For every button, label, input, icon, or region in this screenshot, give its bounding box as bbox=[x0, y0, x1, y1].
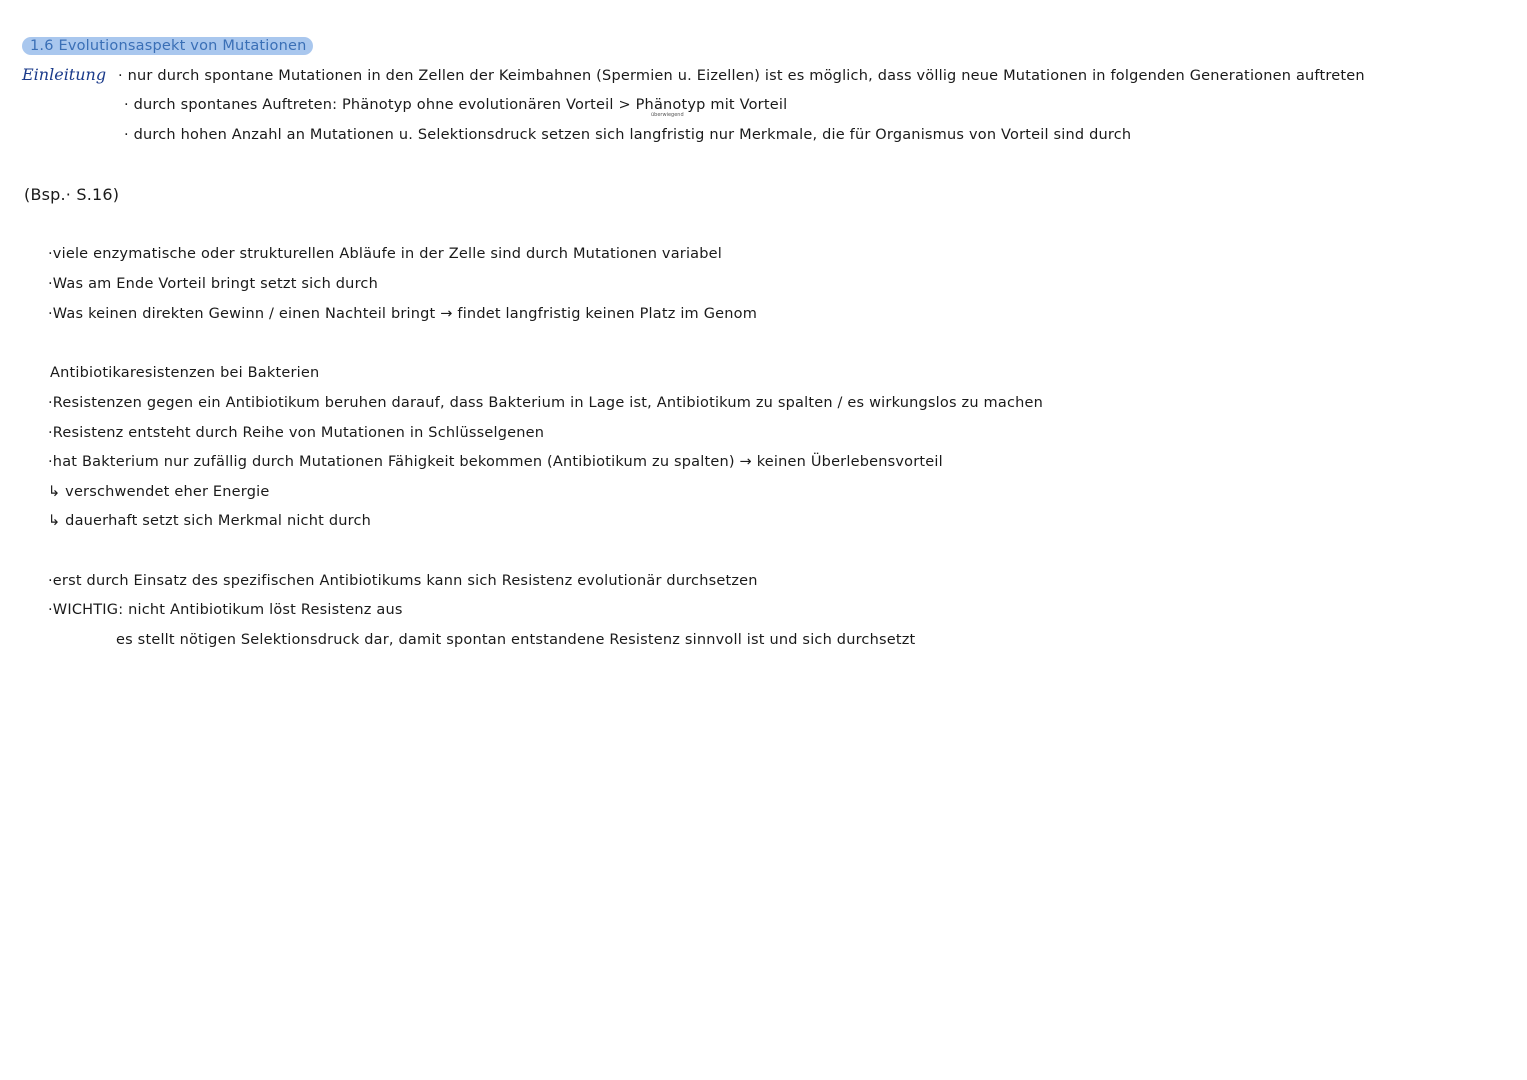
antibiotics-line-1: ·Resistenzen gegen ein Antibiotikum beruhen darauf, dass Bakterium in Lage ist, Antibiotikum zu spalten / es wirkungslos zu machen bbox=[48, 395, 1044, 411]
point-2: ·Was am Ende Vorteil bringt setzt sich durch bbox=[48, 276, 378, 292]
intro-line-2: · durch spontanes Auftreten: Phänotyp ohne evolutionären Vorteil > Phänotyp mit Vorteil bbox=[124, 97, 788, 113]
antibiotics-heading: Antibiotikaresistenzen bei Bakterien bbox=[50, 365, 320, 381]
antibiotics-line-2: ·Resistenz entsteht durch Reihe von Mutationen in Schlüsselgenen bbox=[48, 425, 545, 441]
conclusion-indented-line: es stellt nötigen Selektionsdruck dar, damit spontan entstandene Resistenz sinnvoll ist und sich durchsetzt bbox=[116, 632, 916, 648]
antibiotics-line-4: ↳ verschwendet eher Energie bbox=[48, 484, 270, 500]
intro-label: Einleitung bbox=[22, 65, 107, 84]
antibiotics-line-3: ·hat Bakterium nur zufällig durch Mutationen Fähigkeit bekommen (Antibiotikum zu spalten) → keinen Überlebensvorteil bbox=[48, 454, 943, 470]
point-1: ·viele enzymatische oder strukturellen Abläufe in der Zelle sind durch Mutationen variabel bbox=[48, 246, 723, 262]
intro-annotation: überwiegend bbox=[651, 112, 684, 118]
point-3: ·Was keinen direkten Gewinn / einen Nachteil bringt → findet langfristig keinen Platz im Genom bbox=[48, 306, 758, 322]
note-title: 1.6 Evolutionsaspekt von Mutationen bbox=[22, 37, 313, 55]
example-reference: (Bsp.· S.16) bbox=[24, 185, 120, 204]
conclusion-line-2: ·WICHTIG: nicht Antibiotikum löst Resistenz aus bbox=[48, 602, 403, 618]
intro-line-1: · nur durch spontane Mutationen in den Zellen der Keimbahnen (Spermien u. Eizellen) ist es möglich, dass völlig neue Mutationen in folgenden Generationen auftreten bbox=[118, 68, 1365, 84]
intro-line-3: · durch hohen Anzahl an Mutationen u. Selektionsdruck setzen sich langfristig nur Merkmale, die für Organismus von Vorteil sind durch bbox=[124, 127, 1132, 143]
conclusion-line-1: ·erst durch Einsatz des spezifischen Antibiotikums kann sich Resistenz evolutionär durchsetzen bbox=[48, 573, 758, 589]
antibiotics-line-5: ↳ dauerhaft setzt sich Merkmal nicht durch bbox=[48, 513, 372, 529]
